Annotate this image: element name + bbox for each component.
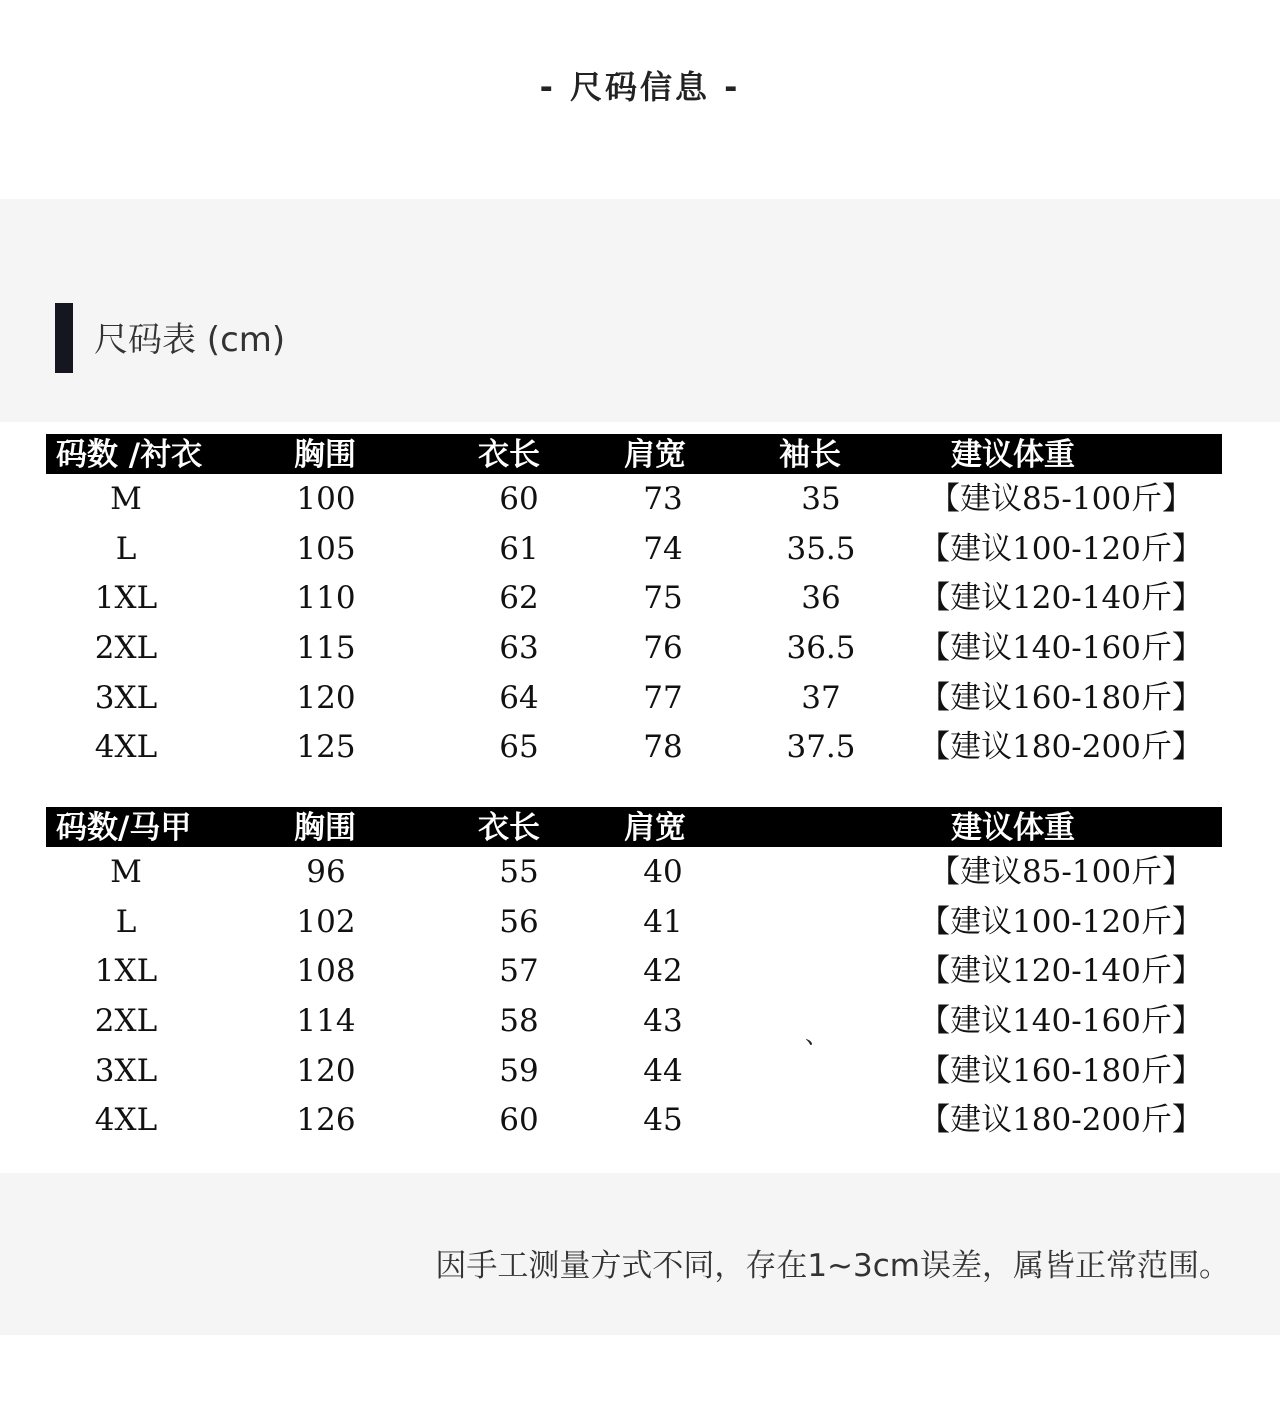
table-row: [46, 474, 1222, 524]
cell-chest: 105: [296, 530, 356, 567]
table-header: [46, 434, 1222, 474]
cell-weight: 【建议160-180斤】: [919, 679, 1203, 716]
cell-chest: 96: [306, 854, 346, 890]
cell-size: M: [110, 481, 142, 517]
table-row: [46, 897, 1222, 947]
table-row: [46, 623, 1222, 673]
cell-weight: 【建议85-100斤】: [928, 854, 1194, 890]
cell-length: 56: [499, 903, 539, 940]
cell-chest: 115: [296, 630, 356, 667]
cell-chest: 126: [296, 1102, 356, 1139]
cell-weight: 【建议180-200斤】: [919, 729, 1203, 766]
cell-chest: 125: [296, 729, 356, 766]
table-row: [46, 573, 1222, 623]
cell-chest: 110: [296, 580, 356, 617]
measurement-note: 因手工测量方式不同，存在1~3cm误差，属皆正常范围。: [435, 1248, 1230, 1284]
cell-sleeve: 36.5: [786, 630, 856, 667]
cell-chest: 102: [296, 903, 356, 940]
cell-chest: 114: [296, 1003, 356, 1040]
cell-size: 1XL: [94, 953, 158, 990]
section-accent-bar: [55, 303, 73, 373]
cell-weight: 【建议100-120斤】: [919, 903, 1203, 940]
header-weight: 建议体重: [951, 437, 1075, 473]
cell-shoulder: 75: [643, 580, 683, 617]
table-row: [46, 996, 1222, 1046]
table-row: [46, 847, 1222, 897]
cell-shoulder: 43: [643, 1003, 683, 1040]
cell-length: 59: [499, 1052, 539, 1089]
cell-length: 57: [499, 953, 539, 990]
shirt-size-table: [46, 434, 1222, 772]
cell-shoulder: 40: [643, 854, 683, 890]
table-row: [46, 673, 1222, 723]
section-title: 尺码表 (cm): [94, 320, 286, 360]
cell-chest: 120: [296, 679, 356, 716]
cell-sleeve: 37.5: [786, 729, 856, 766]
cell-weight: 【建议180-200斤】: [919, 1102, 1203, 1139]
cell-length: 62: [499, 580, 539, 617]
cell-chest: 100: [296, 481, 356, 517]
header-shoulder: 肩宽: [624, 810, 686, 846]
cell-weight: 【建议120-140斤】: [919, 953, 1203, 990]
cell-weight: 【建议85-100斤】: [928, 481, 1194, 517]
cell-weight: 【建议120-140斤】: [919, 580, 1203, 617]
cell-size: 1XL: [94, 580, 158, 617]
cell-shoulder: 77: [643, 679, 683, 716]
cell-size: M: [110, 854, 142, 890]
header-length: 衣长: [478, 810, 540, 846]
cell-size: 4XL: [94, 729, 158, 766]
cell-chest: 108: [296, 953, 356, 990]
header-size: 码数/马甲: [56, 810, 192, 846]
table-row: [46, 524, 1222, 574]
table-row: [46, 1046, 1222, 1096]
cell-sleeve: 36: [801, 580, 841, 617]
cell-size: 3XL: [94, 679, 158, 716]
cell-size: L: [115, 530, 137, 567]
cell-length: 55: [499, 854, 539, 890]
cell-length: 64: [499, 679, 539, 716]
header-weight: 建议体重: [951, 810, 1075, 846]
cell-shoulder: 78: [643, 729, 683, 766]
cell-weight: 【建议140-160斤】: [919, 630, 1203, 667]
cell-chest: 120: [296, 1052, 356, 1089]
cell-weight: 【建议140-160斤】: [919, 1003, 1203, 1040]
header-shoulder: 肩宽: [624, 437, 686, 473]
table-row: [46, 1095, 1222, 1145]
page-heading: - 尺码信息 -: [539, 68, 741, 106]
cell-sleeve: 35.5: [786, 530, 856, 567]
cell-shoulder: 73: [643, 481, 683, 517]
section-header-band: [0, 199, 1280, 422]
cell-length: 60: [499, 1102, 539, 1139]
header-size: 码数 /衬衣: [56, 437, 203, 473]
cell-length: 65: [499, 729, 539, 766]
cell-sleeve: 37: [801, 679, 841, 716]
cell-sleeve: 35: [801, 481, 841, 517]
cell-shoulder: 76: [643, 630, 683, 667]
stray-mark: 、: [805, 1021, 829, 1049]
cell-weight: 【建议160-180斤】: [919, 1052, 1203, 1089]
header-chest: 胸围: [294, 810, 356, 846]
table-header: [46, 807, 1222, 847]
cell-length: 60: [499, 481, 539, 517]
cell-shoulder: 44: [643, 1052, 683, 1089]
cell-shoulder: 41: [643, 903, 683, 940]
cell-shoulder: 42: [643, 953, 683, 990]
vest-size-table: [46, 807, 1222, 1145]
cell-length: 61: [499, 530, 539, 567]
header-chest: 胸围: [294, 437, 356, 473]
cell-size: L: [115, 903, 137, 940]
cell-shoulder: 74: [643, 530, 683, 567]
cell-size: 2XL: [94, 1003, 158, 1040]
table-row: [46, 722, 1222, 772]
cell-length: 58: [499, 1003, 539, 1040]
cell-size: 2XL: [94, 630, 158, 667]
cell-weight: 【建议100-120斤】: [919, 530, 1203, 567]
cell-shoulder: 45: [643, 1102, 683, 1139]
cell-size: 3XL: [94, 1052, 158, 1089]
table-row: [46, 946, 1222, 996]
header-length: 衣长: [478, 437, 540, 473]
header-sleeve: 袖长: [779, 437, 841, 473]
cell-length: 63: [499, 630, 539, 667]
cell-size: 4XL: [94, 1102, 158, 1139]
